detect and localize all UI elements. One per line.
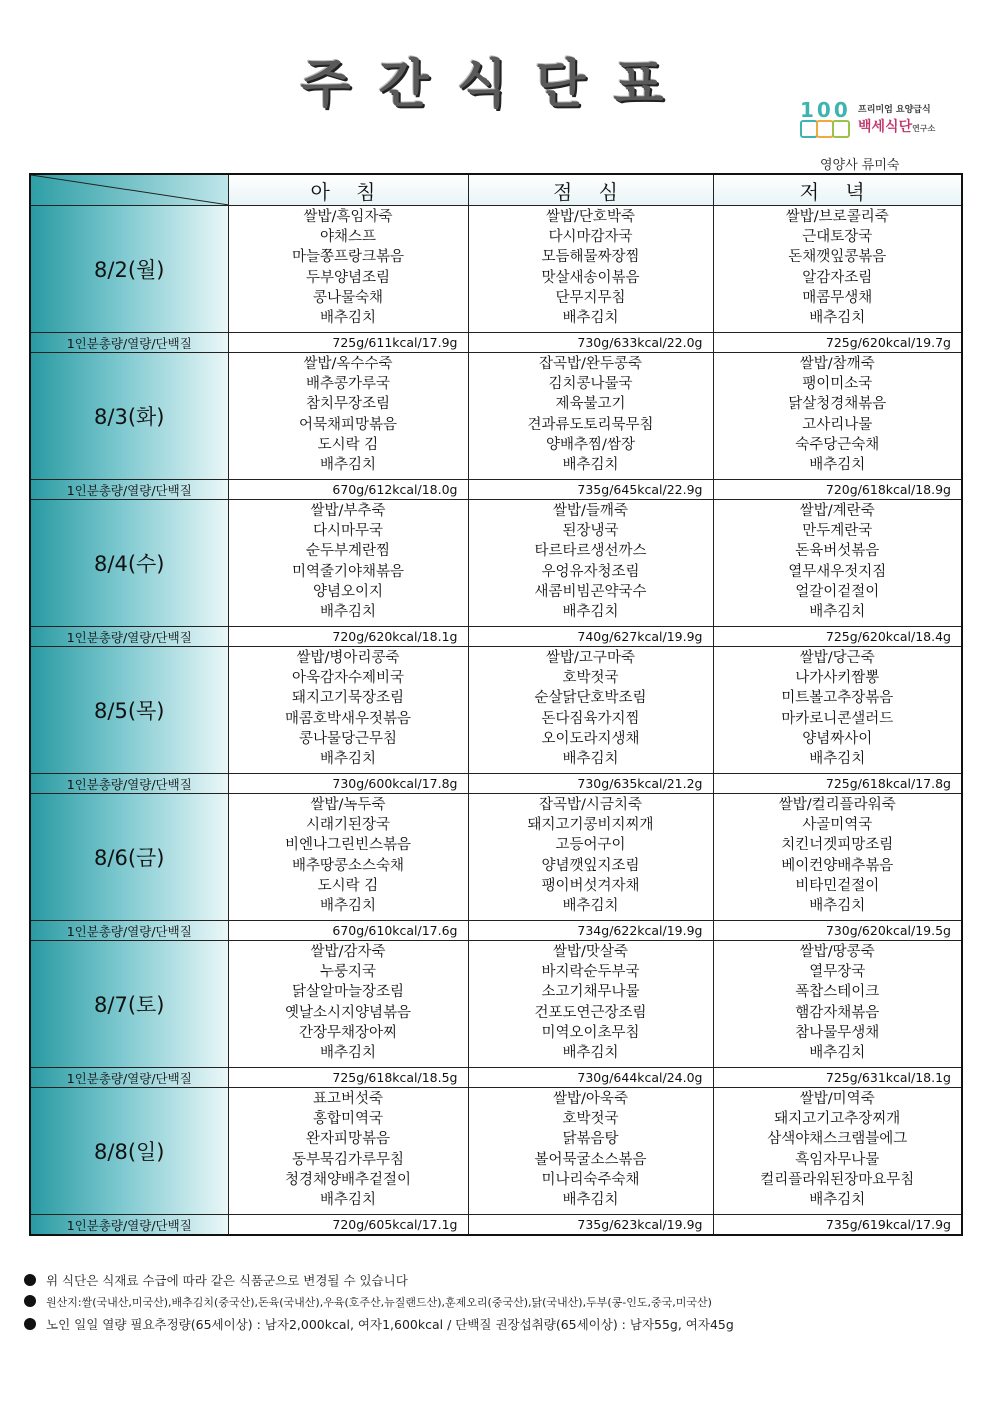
menu-item: 미역오이초무침 (541, 1024, 640, 1041)
menu-item: 참치무장조림 (305, 396, 391, 413)
menu-item: 닭볶음탕 (562, 1131, 619, 1148)
day-total-row (30, 1068, 962, 1088)
breakfast-cell (228, 353, 468, 480)
menu-item: 배추김치 (809, 1045, 866, 1062)
menu-item: 어묵채피망볶음 (298, 416, 398, 433)
menu-item: 배추김치 (319, 604, 377, 621)
menu-item: 배추김치 (319, 1192, 377, 1209)
menu-item: 쌀밥/고구마죽 (546, 650, 635, 666)
logo-brand (858, 116, 935, 136)
menu-item: 돈다짐육가지찜 (541, 710, 640, 727)
total-label: 1인분총량/열량/단백질 (30, 1068, 228, 1088)
menu-item: 잡곡밥/시금치죽 (539, 797, 642, 813)
menu-item: 배추콩가루국 (305, 376, 391, 393)
menu-item: 마카로니콘샐러드 (781, 710, 894, 727)
menu-item: 배추김치 (562, 457, 619, 474)
lunch-cell (468, 353, 713, 480)
breakfast-total: 730g/600kcal/17.8g (228, 774, 468, 794)
day-menu-row (30, 647, 962, 774)
lunch-total: 730g/644kcal/24.0g (468, 1068, 713, 1088)
note-text: 원산지:쌀(국내산,미국산),배추김치(중국산),돈육(국내산),우육(호주산,뉴질랜드산),훈제오리(중국산),닭(국내산),두부(콩-인도,중국,미국산) (46, 1296, 712, 1309)
day-date-cell: 8/5(목) (30, 647, 228, 774)
lunch-cell (468, 206, 713, 333)
menu-item: 배추김치 (562, 751, 619, 768)
day-date-cell: 8/4(수) (30, 500, 228, 627)
menu-item: 다시마감자국 (548, 229, 633, 246)
menu-item: 간장무채장아찌 (298, 1024, 398, 1041)
breakfast-total: 670g/612kcal/18.0g (228, 480, 468, 500)
menu-item: 배추김치 (562, 1045, 619, 1062)
breakfast-cell (228, 647, 468, 774)
day-menu-row (30, 353, 962, 480)
total-label: 1인분총량/열량/단백질 (30, 1215, 228, 1236)
menu-item: 잡곡밥/완두콩죽 (539, 356, 642, 372)
note-item (24, 1292, 734, 1314)
menu-item: 사골미역국 (802, 817, 873, 834)
menu-item: 비타민겉절이 (795, 877, 880, 894)
dinner-total: 720g/618kcal/18.9g (713, 480, 962, 500)
day-total-row (30, 1215, 962, 1236)
menu-item: 홍합미역국 (312, 1111, 384, 1128)
breakfast-total: 725g/611kcal/17.9g (228, 333, 468, 353)
breakfast-cell (228, 206, 468, 333)
breakfast-total: 720g/605kcal/17.1g (228, 1215, 468, 1236)
menu-item: 닭살청경채볶음 (788, 396, 887, 413)
menu-item: 호박젓국 (562, 1111, 619, 1128)
menu-item: 모듬해물짜장찜 (541, 249, 640, 266)
nutritionist-label: 영양사 류미숙 (820, 158, 900, 173)
bullet-icon (24, 1295, 36, 1307)
bullet-icon (24, 1274, 36, 1286)
menu-item: 폭찹스테이크 (795, 984, 880, 1001)
menu-item: 쌀밥/미역죽 (799, 1091, 875, 1107)
menu-item: 쌀밥/단호박죽 (546, 209, 635, 225)
menu-item: 팽이버섯겨자채 (541, 877, 640, 894)
diagonal-line-icon (31, 175, 229, 205)
lunch-total: 735g/645kcal/22.9g (468, 480, 713, 500)
menu-item: 베이컨양배추볶음 (781, 857, 894, 874)
brand-logo (800, 98, 960, 144)
menu-item: 콩나물당근무침 (298, 730, 398, 747)
menu-item: 배추김치 (809, 1192, 866, 1209)
dinner-total: 725g/631kcal/18.1g (713, 1068, 962, 1088)
menu-item: 돼지고기고추장찌개 (774, 1111, 901, 1128)
menu-item: 컬리플라워된장마요무침 (760, 1171, 915, 1188)
menu-item: 아욱감자수제비국 (291, 670, 405, 687)
total-label: 1인분총량/열량/단백질 (30, 627, 228, 647)
total-label: 1인분총량/열량/단백질 (30, 333, 228, 353)
menu-item: 옛날소시지양념볶음 (284, 1004, 412, 1021)
menu-item: 도시락 김 (317, 436, 379, 453)
day-total-row (30, 480, 962, 500)
lunch-cell (468, 500, 713, 627)
dinner-cell (713, 1088, 962, 1215)
menu-item: 숙주당근숙채 (795, 436, 880, 453)
menu-item: 근대토장국 (802, 229, 873, 246)
logo-tagline: 프리미엄 요양급식 (858, 105, 931, 115)
day-total-row (30, 774, 962, 794)
column-header-breakfast: 아 침 (228, 174, 468, 206)
column-header-dinner: 저 녁 (713, 174, 962, 206)
menu-item: 참나물무생채 (795, 1024, 880, 1041)
menu-item: 배추김치 (562, 604, 619, 621)
day-date-cell: 8/2(월) (30, 206, 228, 333)
menu-item: 미나리숙주숙채 (541, 1171, 640, 1188)
header-row (30, 174, 962, 206)
menu-item: 양념짜사이 (802, 730, 873, 747)
menu-table (29, 173, 963, 1236)
page-title: 주간식단표 (300, 55, 692, 115)
lunch-cell (468, 1088, 713, 1215)
breakfast-cell (228, 941, 468, 1068)
menu-item: 비엔나그린빈스볶음 (284, 837, 412, 854)
menu-item: 야채스프 (319, 229, 377, 246)
menu-item: 쌀밥/땅콩죽 (799, 944, 875, 960)
menu-item: 쌀밥/병아리콩죽 (296, 650, 400, 666)
menu-item: 볼어묵굴소스볶음 (534, 1151, 647, 1168)
menu-item: 배추김치 (809, 751, 866, 768)
menu-item: 도시락 김 (317, 877, 379, 894)
menu-item: 소고기채무나물 (541, 984, 640, 1001)
breakfast-cell (228, 794, 468, 921)
logo-number: 100 (800, 98, 851, 122)
menu-item: 배추김치 (809, 310, 866, 327)
day-total-row (30, 627, 962, 647)
note-text: 노인 일일 열량 필요추정량(65세이상) : 남자2,000kcal, 여자1,600kcal / 단백질 권장섭취량(65세이상) : 남자55g, 여자45g (46, 1317, 734, 1332)
menu-item: 고사리나물 (802, 416, 873, 433)
menu-item: 배추땅콩소스숙채 (291, 857, 405, 874)
total-label: 1인분총량/열량/단백질 (30, 774, 228, 794)
logo-brand-suffix: 연구소 (912, 124, 936, 133)
note-item (24, 1270, 734, 1292)
breakfast-cell (228, 1088, 468, 1215)
menu-item: 쌀밥/옥수수죽 (303, 356, 393, 372)
lunch-cell (468, 941, 713, 1068)
menu-item: 바지락순두부국 (541, 964, 640, 981)
menu-item: 배추김치 (319, 751, 377, 768)
corner-cell (30, 174, 228, 206)
dinner-total: 730g/620kcal/19.5g (713, 921, 962, 941)
dinner-cell (713, 647, 962, 774)
menu-item: 순살닭단호박조림 (534, 690, 647, 707)
menu-item: 된장냉국 (562, 523, 619, 540)
menu-item: 배추김치 (319, 310, 377, 327)
menu-item: 나가사키짬뽕 (795, 670, 880, 687)
breakfast-total: 720g/620kcal/18.1g (228, 627, 468, 647)
lunch-cell (468, 794, 713, 921)
day-total-row (30, 333, 962, 353)
menu-item: 동부묵김가루무침 (291, 1151, 405, 1168)
total-label: 1인분총량/열량/단백질 (30, 921, 228, 941)
menu-item: 쌀밥/브로콜리죽 (785, 209, 889, 225)
day-date-cell: 8/3(화) (30, 353, 228, 480)
logo-brand-name: 백세식단 (858, 119, 913, 135)
menu-item: 양념오이지 (312, 583, 384, 600)
menu-item: 배추김치 (319, 1045, 377, 1062)
breakfast-total: 670g/610kcal/17.6g (228, 921, 468, 941)
note-text: 위 식단은 식재료 수급에 따라 같은 식품군으로 변경될 수 있습니다 (46, 1273, 408, 1288)
menu-item: 쌀밥/부추죽 (310, 503, 386, 519)
menu-item: 돼지고기콩비지찌개 (527, 817, 654, 834)
menu-item: 오이도라지생채 (541, 730, 640, 747)
day-menu-row (30, 206, 962, 333)
menu-item: 흑임자무나물 (795, 1151, 880, 1168)
lunch-total: 730g/635kcal/21.2g (468, 774, 713, 794)
menu-item: 새콤비빔곤약국수 (534, 583, 647, 600)
menu-item: 타르타르생선까스 (534, 543, 647, 560)
day-menu-row (30, 794, 962, 921)
day-date-cell: 8/6(금) (30, 794, 228, 921)
menu-item: 맛살새송이볶음 (541, 269, 640, 286)
menu-item: 미트볼고추장볶음 (781, 690, 894, 707)
menu-item: 단무지무침 (555, 289, 626, 306)
menu-item: 호박젓국 (562, 670, 619, 687)
column-header-lunch: 점 심 (468, 174, 713, 206)
menu-item: 닭살알마늘장조림 (291, 984, 405, 1001)
menu-item: 쌀밥/들깨죽 (553, 503, 628, 519)
menu-item: 다시마무국 (312, 523, 384, 540)
bullet-icon (24, 1318, 36, 1330)
menu-item: 견과류도토리묵무침 (527, 416, 654, 433)
menu-item: 두부양념조림 (305, 269, 391, 286)
menu-item: 김치콩나물국 (548, 376, 633, 393)
day-date-cell: 8/8(일) (30, 1088, 228, 1215)
menu-item: 배추김치 (562, 898, 619, 915)
menu-item: 배추김치 (809, 898, 866, 915)
lunch-total: 734g/622kcal/19.9g (468, 921, 713, 941)
menu-item: 삼색야채스크램블에그 (767, 1131, 908, 1148)
dinner-total: 725g/620kcal/18.4g (713, 627, 962, 647)
menu-item: 배추김치 (319, 457, 377, 474)
lunch-total: 730g/633kcal/22.0g (468, 333, 713, 353)
lunch-total: 735g/623kcal/19.9g (468, 1215, 713, 1236)
dinner-cell (713, 206, 962, 333)
day-menu-row (30, 500, 962, 627)
menu-item: 배추김치 (562, 310, 619, 327)
menu-item: 얼갈이겉절이 (795, 583, 880, 600)
breakfast-cell (228, 500, 468, 627)
menu-item: 만두계란국 (802, 523, 873, 540)
menu-item: 쌀밥/아욱죽 (553, 1091, 628, 1107)
menu-item: 쌀밥/감자죽 (310, 944, 386, 960)
dinner-cell (713, 353, 962, 480)
menu-item: 누룽지국 (319, 964, 377, 981)
menu-item: 햄감자채볶음 (795, 1004, 880, 1021)
day-menu-row (30, 941, 962, 1068)
logo-mark-green (832, 120, 850, 138)
menu-item: 완자피망볶음 (305, 1131, 391, 1148)
menu-item: 표고버섯죽 (312, 1091, 384, 1107)
menu-item: 쌀밥/녹두죽 (310, 797, 386, 813)
dinner-total: 725g/620kcal/19.7g (713, 333, 962, 353)
menu-item: 마늘쫑프랑크볶음 (291, 249, 405, 266)
menu-item: 매콤호박새우젓볶음 (284, 710, 412, 727)
menu-item: 순두부계란찜 (305, 543, 391, 560)
menu-item: 쌀밥/참깨죽 (799, 356, 875, 372)
menu-item: 배추김치 (562, 1192, 619, 1209)
menu-item: 쌀밥/흑임자죽 (303, 209, 393, 225)
menu-item: 시래기된장국 (305, 817, 391, 834)
menu-item: 팽이미소국 (802, 376, 873, 393)
menu-item: 콩나물숙채 (312, 289, 384, 306)
menu-item: 배추김치 (809, 457, 866, 474)
menu-item: 우엉유자청조림 (541, 563, 640, 580)
lunch-cell (468, 647, 713, 774)
total-label: 1인분총량/열량/단백질 (30, 480, 228, 500)
menu-item: 알감자조림 (802, 269, 873, 286)
dinner-cell (713, 941, 962, 1068)
menu-item: 양배추찜/쌈장 (546, 436, 635, 453)
menu-item: 돈채깻잎콩볶음 (788, 249, 887, 266)
menu-item: 건포도연근장조림 (534, 1004, 647, 1021)
day-menu-row (30, 1088, 962, 1215)
dinner-cell (713, 794, 962, 921)
dinner-total: 735g/619kcal/17.9g (713, 1215, 962, 1236)
breakfast-total: 725g/618kcal/18.5g (228, 1068, 468, 1088)
dinner-total: 725g/618kcal/17.8g (713, 774, 962, 794)
menu-item: 배추김치 (319, 898, 377, 915)
menu-item: 제육불고기 (555, 396, 626, 413)
lunch-total: 740g/627kcal/19.9g (468, 627, 713, 647)
day-date-cell: 8/7(토) (30, 941, 228, 1068)
menu-item: 쌀밥/맛살죽 (553, 944, 628, 960)
menu-item: 돈육버섯볶음 (795, 543, 880, 560)
menu-item: 청경채양배추겉절이 (284, 1171, 412, 1188)
dinner-cell (713, 500, 962, 627)
menu-item: 열무새우젓지짐 (788, 563, 887, 580)
notes (24, 1270, 734, 1336)
menu-item: 미역줄기야채볶음 (291, 563, 405, 580)
menu-item: 열무장국 (809, 964, 866, 981)
menu-item: 매콤무생채 (802, 289, 873, 306)
note-item (24, 1314, 734, 1336)
menu-item: 고등어구이 (555, 837, 626, 854)
menu-item: 치킨너겟피망조림 (781, 837, 894, 854)
menu-item: 쌀밥/당근죽 (799, 650, 875, 666)
menu-item: 배추김치 (809, 604, 866, 621)
menu-item: 쌀밥/컬리플라워죽 (778, 797, 896, 813)
menu-item: 돼지고기묵장조림 (291, 690, 405, 707)
menu-item: 쌀밥/계란죽 (799, 503, 875, 519)
day-total-row (30, 921, 962, 941)
menu-item: 양념깻잎지조림 (541, 857, 640, 874)
